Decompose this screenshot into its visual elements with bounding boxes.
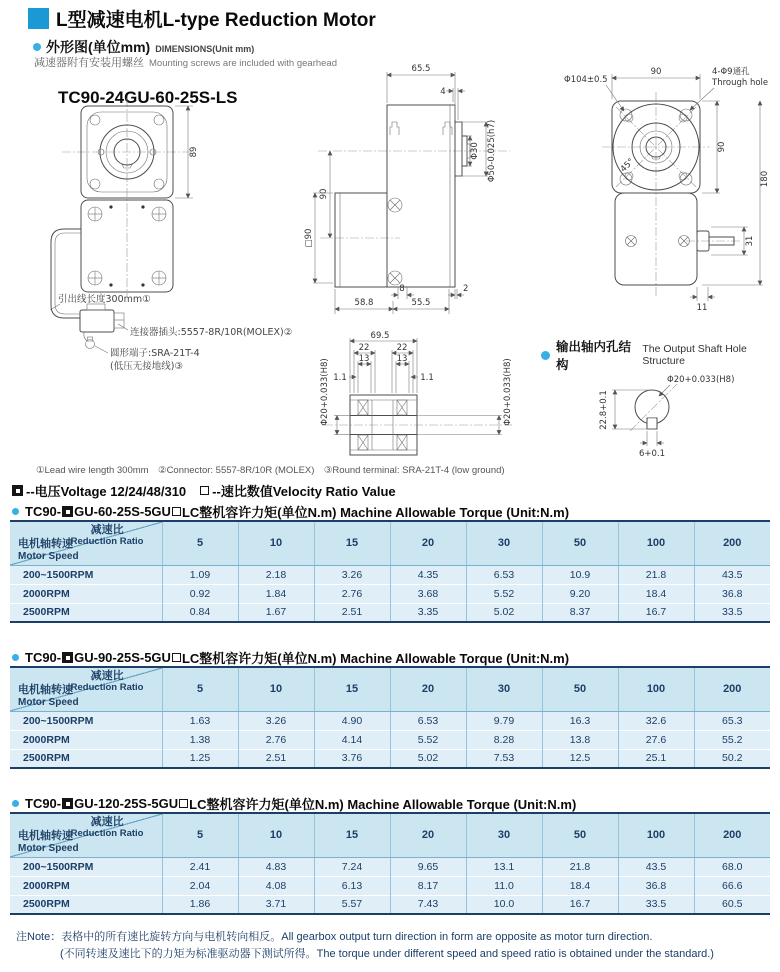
bullet-dot-icon <box>541 351 550 360</box>
ratio-column-header: 10 <box>238 521 314 565</box>
dim-phi20-right: Φ20+0.033(H8) <box>503 358 513 426</box>
torque-value-cell: 0.92 <box>162 584 238 603</box>
table-3-title-p1: TC90- <box>25 796 62 811</box>
speed-row-label: 200~1500RPM <box>10 711 162 730</box>
torque-value-cell: 4.35 <box>390 565 466 584</box>
front-view-drawing <box>34 96 306 396</box>
speed-row-label: 2500RPM <box>10 895 162 914</box>
dim-180: 180 <box>760 170 770 188</box>
speed-row-label: 200~1500RPM <box>10 565 162 584</box>
connector-plug <box>80 310 114 332</box>
rear-view-drawing <box>536 58 780 312</box>
mounting-note-cn: 减速器附有安装用螺丝 <box>34 57 144 69</box>
reduction-ratio-motor-speed-corner <box>10 813 162 857</box>
dimensions-heading-en: DIMENSIONS(Unit mm) <box>155 44 255 54</box>
torque-value-cell: 55.2 <box>694 730 770 749</box>
torque-value-cell: 2.41 <box>162 857 238 876</box>
dim-1-1-right: 1.1 <box>420 373 434 383</box>
table-2-title-p1: TC90- <box>25 650 62 665</box>
table-3-title-p3: LC整机容许力矩(单位N.m) Machine Allowable Torque (Unit:N.m) <box>189 797 577 812</box>
legend-ratio-text: --速比数值Velocity Ratio Value <box>212 484 396 499</box>
torque-value-cell: 3.76 <box>314 749 390 768</box>
table-1-title-p1: TC90- <box>25 504 62 519</box>
torque-value-cell: 1.86 <box>162 895 238 914</box>
ratio-placeholder-icon <box>172 653 181 662</box>
torque-value-cell: 1.84 <box>238 584 314 603</box>
dim-55-5: 55.5 <box>411 298 431 308</box>
torque-value-cell: 3.26 <box>238 711 314 730</box>
ratio-column-header: 10 <box>238 667 314 711</box>
torque-value-cell: 9.79 <box>466 711 542 730</box>
dim-22-left: 22 <box>358 343 370 353</box>
table-row <box>10 603 770 622</box>
torque-value-cell: 2.51 <box>314 603 390 622</box>
torque-value-cell: 13.8 <box>542 730 618 749</box>
reduction-ratio-label: 减速比 Reduction Ratio <box>70 524 144 547</box>
torque-value-cell: 9.20 <box>542 584 618 603</box>
table-row <box>10 857 770 876</box>
torque-value-cell: 3.68 <box>390 584 466 603</box>
table-1-title-p2: GU-60-25S-5GU <box>74 504 171 519</box>
table-row <box>10 584 770 603</box>
hole-label-en: Through hole <box>712 78 769 88</box>
torque-value-cell: 3.35 <box>390 603 466 622</box>
hole-label-cn: 4-Φ9通孔 <box>712 67 750 77</box>
torque-value-cell: 3.71 <box>238 895 314 914</box>
torque-value-cell: 1.38 <box>162 730 238 749</box>
torque-value-cell: 13.1 <box>466 857 542 876</box>
dim-89: 89 <box>189 146 199 158</box>
table-row <box>10 565 770 584</box>
lead-wire-label: 引出线长度300mm① <box>58 294 151 305</box>
table-3-title-p2: GU-120-25S-5GU <box>74 796 179 811</box>
dim-phi20-hole: Φ20+0.033(H8) <box>667 375 735 385</box>
terminal-label-line2: (低压无接地线)③ <box>110 361 183 372</box>
motor-speed-label: 电机轴转速 Motor Speed <box>18 538 79 562</box>
dimensions-heading-cn: 外形图(单位mm) <box>46 39 151 55</box>
dim-4: 4 <box>440 87 446 97</box>
dim-90-right: 90 <box>717 141 727 153</box>
connector-label: 连接器插头:5557-8R/10R(MOLEX)② <box>130 327 293 338</box>
ratio-column-header: 50 <box>542 667 618 711</box>
ratio-column-header: 200 <box>694 521 770 565</box>
torque-value-cell: 16.7 <box>542 895 618 914</box>
torque-value-cell: 5.52 <box>466 584 542 603</box>
ratio-column-header: 5 <box>162 813 238 857</box>
dim-phi20-left: Φ20+0.033(H8) <box>320 358 330 426</box>
torque-value-cell: 27.6 <box>618 730 694 749</box>
voltage-symbol-icon <box>12 485 23 496</box>
ratio-column-header: 200 <box>694 667 770 711</box>
symbol-legend <box>12 481 396 500</box>
table-row <box>10 895 770 914</box>
torque-value-cell: 11.0 <box>466 876 542 895</box>
reduction-ratio-motor-speed-corner <box>10 521 162 565</box>
torque-table-120 <box>10 812 770 915</box>
page-header <box>28 5 376 32</box>
output-shaft-heading-cn: 输出轴内孔结构 <box>556 340 632 372</box>
dim-2: 2 <box>463 284 469 294</box>
torque-value-cell: 2.76 <box>314 584 390 603</box>
torque-value-cell: 16.3 <box>542 711 618 730</box>
ratio-column-header: 15 <box>314 667 390 711</box>
blue-square-icon <box>28 8 49 29</box>
ratio-column-header: 50 <box>542 813 618 857</box>
output-shaft-heading-en: The Output Shaft Hole Structure <box>642 343 747 367</box>
torque-value-cell: 50.2 <box>694 749 770 768</box>
torque-value-cell: 18.4 <box>618 584 694 603</box>
torque-value-cell: 10.9 <box>542 565 618 584</box>
torque-value-cell: 6.53 <box>466 565 542 584</box>
table-2-title-p2: GU-90-25S-5GU <box>74 650 171 665</box>
bullet-dot-icon <box>12 508 19 515</box>
table-3-title <box>12 794 576 813</box>
torque-value-cell: 5.02 <box>466 603 542 622</box>
torque-value-cell: 7.53 <box>466 749 542 768</box>
ratio-column-header: 100 <box>618 521 694 565</box>
voltage-placeholder-icon <box>62 798 73 809</box>
mounting-note-en: Mounting screws are included with gearhead <box>149 58 337 69</box>
table-2-title <box>12 648 569 667</box>
drawing-footnotes: ①Lead wire length 300mm ②Connector: 5557-8R/10R (MOLEX) ③Round terminal: SRA-21T-4 (low ground) <box>36 465 505 476</box>
legend-voltage-text: --电压Voltage 12/24/48/310 <box>26 484 187 499</box>
side-view-drawing <box>300 58 525 320</box>
model-number: TC90-24GU-60-25S-LS <box>58 88 238 107</box>
ratio-column-header: 10 <box>238 813 314 857</box>
torque-value-cell: 2.76 <box>238 730 314 749</box>
speed-row-label: 200~1500RPM <box>10 857 162 876</box>
dim-phi30: Φ30 <box>470 142 480 160</box>
dim-8: 8 <box>399 284 405 294</box>
torque-value-cell: 0.84 <box>162 603 238 622</box>
motor-speed-label: 电机轴转速 Motor Speed <box>18 684 79 708</box>
torque-value-cell: 6.13 <box>314 876 390 895</box>
dim-31: 31 <box>745 235 755 247</box>
dim-13-left: 13 <box>358 354 370 364</box>
torque-value-cell: 21.8 <box>542 857 618 876</box>
speed-row-label: 2500RPM <box>10 603 162 622</box>
ratio-column-header: 50 <box>542 521 618 565</box>
voltage-placeholder-icon <box>62 506 73 517</box>
torque-value-cell: 7.24 <box>314 857 390 876</box>
torque-value-cell: 18.4 <box>542 876 618 895</box>
torque-value-cell: 1.63 <box>162 711 238 730</box>
dim-1-1-left: 1.1 <box>333 373 347 383</box>
torque-value-cell: 4.83 <box>238 857 314 876</box>
reduction-ratio-motor-speed-corner <box>10 667 162 711</box>
torque-value-cell: 5.52 <box>390 730 466 749</box>
torque-value-cell: 1.09 <box>162 565 238 584</box>
torque-table-60 <box>10 520 770 623</box>
dim-58-8: 58.8 <box>354 298 374 308</box>
ratio-column-header: 5 <box>162 521 238 565</box>
speed-row-label: 2000RPM <box>10 730 162 749</box>
torque-value-cell: 2.04 <box>162 876 238 895</box>
dim-90-top: 90 <box>650 67 662 77</box>
dim-22-right: 22 <box>396 343 408 353</box>
voltage-placeholder-icon <box>62 652 73 663</box>
motor-speed-label: 电机轴转速 Motor Speed <box>18 830 79 854</box>
torque-value-cell: 8.28 <box>466 730 542 749</box>
torque-value-cell: 8.37 <box>542 603 618 622</box>
torque-value-cell: 2.18 <box>238 565 314 584</box>
torque-value-cell: 5.57 <box>314 895 390 914</box>
torque-value-cell: 33.5 <box>694 603 770 622</box>
ratio-column-header: 20 <box>390 667 466 711</box>
ratio-column-header: 15 <box>314 813 390 857</box>
torque-value-cell: 5.02 <box>390 749 466 768</box>
torque-value-cell: 12.5 <box>542 749 618 768</box>
torque-value-cell: 1.25 <box>162 749 238 768</box>
reduction-ratio-label: 减速比 Reduction Ratio <box>70 670 144 693</box>
dim-6: 6+0.1 <box>638 449 666 459</box>
torque-value-cell: 9.65 <box>390 857 466 876</box>
ratio-column-header: 15 <box>314 521 390 565</box>
ratio-column-header: 20 <box>390 813 466 857</box>
terminal-label-line1: 圆形端子:SRA-21T-4 <box>110 348 200 359</box>
torque-value-cell: 16.7 <box>618 603 694 622</box>
mounting-note <box>34 54 337 70</box>
bullet-dot-icon <box>12 800 19 807</box>
torque-value-cell: 3.26 <box>314 565 390 584</box>
torque-value-cell: 4.14 <box>314 730 390 749</box>
ratio-column-header: 100 <box>618 667 694 711</box>
note-line-1: 注Note：表格中的所有速比旋转方向与电机转向相反。All gearbox output turn direction in form are opposite as motor turn direction. <box>16 931 653 943</box>
table-row <box>10 876 770 895</box>
torque-table-90 <box>10 666 770 769</box>
torque-value-cell: 43.5 <box>618 857 694 876</box>
torque-value-cell: 65.3 <box>694 711 770 730</box>
torque-value-cell: 36.8 <box>618 876 694 895</box>
ratio-column-header: 5 <box>162 667 238 711</box>
speed-row-label: 2000RPM <box>10 584 162 603</box>
table-1-title-p3: LC整机容许力矩(单位N.m) Machine Allowable Torque (Unit:N.m) <box>181 505 570 520</box>
note-line-2: (不同转速及速比下的力矩为标准驱动器下测试所得。The torque under different speed and speed ratio is obtained under the standard.) <box>60 947 714 960</box>
bullet-dot-icon <box>12 654 19 661</box>
torque-value-cell: 4.90 <box>314 711 390 730</box>
ratio-placeholder-icon <box>172 507 181 516</box>
torque-value-cell: 1.67 <box>238 603 314 622</box>
torque-value-cell: 10.0 <box>466 895 542 914</box>
torque-value-cell: 32.6 <box>618 711 694 730</box>
torque-value-cell: 60.5 <box>694 895 770 914</box>
table-row <box>10 711 770 730</box>
bullet-dot-icon <box>33 43 41 51</box>
dim-11: 11 <box>696 303 708 312</box>
ratio-column-header: 30 <box>466 521 542 565</box>
table-1-title <box>12 502 569 521</box>
dim-sq90: □90 <box>304 228 314 248</box>
ratio-column-header: 30 <box>466 667 542 711</box>
speed-row-label: 2000RPM <box>10 876 162 895</box>
bottom-note <box>16 929 714 962</box>
torque-value-cell: 36.8 <box>694 584 770 603</box>
torque-value-cell: 68.0 <box>694 857 770 876</box>
table-row <box>10 730 770 749</box>
dim-phi50: Φ50-0.025(h7) <box>487 119 497 183</box>
ratio-column-header: 30 <box>466 813 542 857</box>
dim-22-8: 22.8+0.1 <box>599 390 609 430</box>
dim-65-5: 65.5 <box>411 64 431 74</box>
torque-value-cell: 43.5 <box>694 565 770 584</box>
torque-value-cell: 66.6 <box>694 876 770 895</box>
torque-value-cell: 6.53 <box>390 711 466 730</box>
speed-row-label: 2500RPM <box>10 749 162 768</box>
table-row <box>10 749 770 768</box>
output-shaft-hole-drawing <box>562 356 777 460</box>
ratio-column-header: 100 <box>618 813 694 857</box>
ratio-column-header: 20 <box>390 521 466 565</box>
dim-90: 90 <box>319 188 329 200</box>
torque-value-cell: 4.08 <box>238 876 314 895</box>
torque-value-cell: 33.5 <box>618 895 694 914</box>
table-2-title-p3: LC整机容许力矩(单位N.m) Machine Allowable Torque (Unit:N.m) <box>181 651 570 666</box>
torque-value-cell: 8.17 <box>390 876 466 895</box>
ratio-symbol-icon <box>200 486 209 495</box>
ratio-column-header: 200 <box>694 813 770 857</box>
page-title: L型减速电机L-type Reduction Motor <box>56 10 376 31</box>
shaft-detail-drawing <box>316 330 520 458</box>
reduction-ratio-label: 减速比 Reduction Ratio <box>70 816 144 839</box>
torque-value-cell: 7.43 <box>390 895 466 914</box>
ratio-placeholder-icon <box>179 799 188 808</box>
dim-13-right: 13 <box>396 354 408 364</box>
torque-value-cell: 21.8 <box>618 565 694 584</box>
dim-phi104: Φ104±0.5 <box>564 75 608 85</box>
torque-value-cell: 2.51 <box>238 749 314 768</box>
dim-69-5: 69.5 <box>370 331 390 341</box>
dim-45deg: 45° <box>618 156 637 175</box>
torque-value-cell: 25.1 <box>618 749 694 768</box>
